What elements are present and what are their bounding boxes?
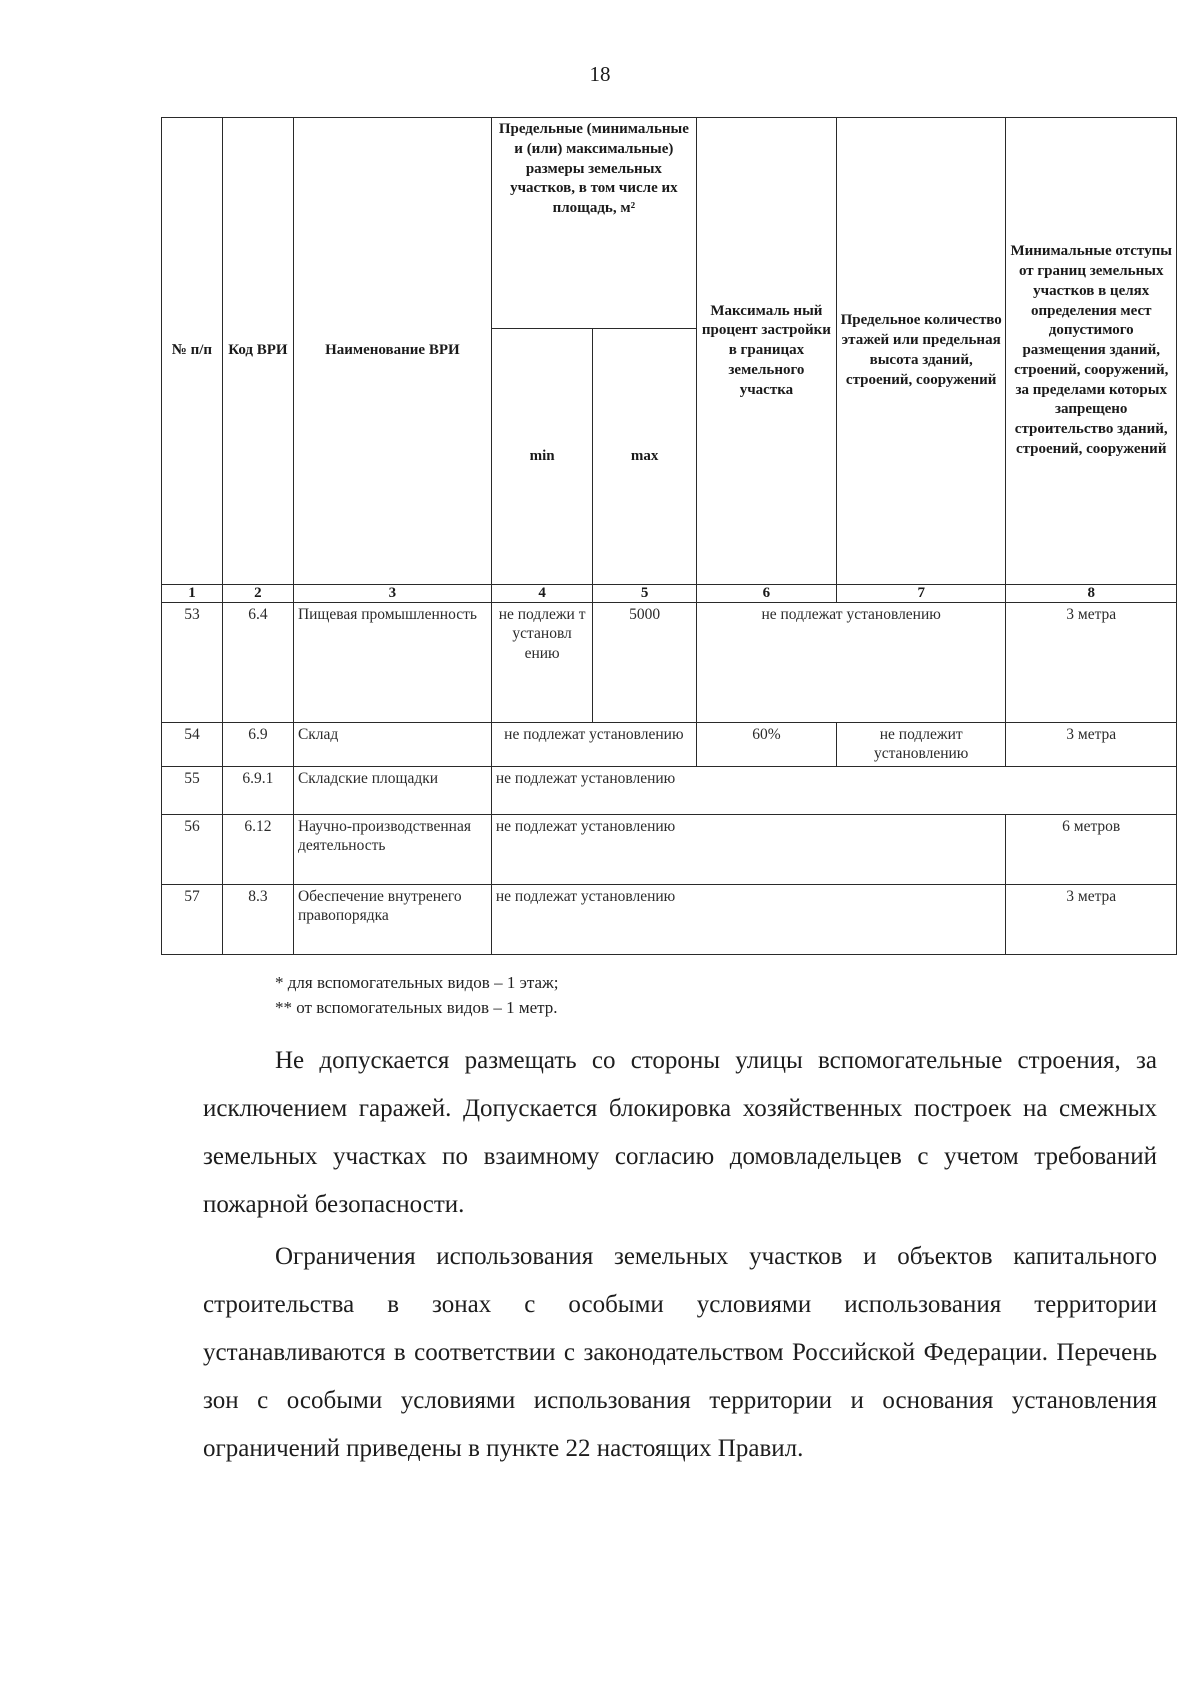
cell-build-percent: 60% bbox=[696, 723, 836, 767]
cell-merged-4-7: не подлежат установлению bbox=[491, 885, 1006, 955]
cell-code: 6.9 bbox=[222, 723, 293, 767]
cell-num: 56 bbox=[162, 815, 223, 885]
table-row bbox=[162, 885, 1177, 955]
table-row bbox=[162, 815, 1177, 885]
cell-setback: 3 метра bbox=[1006, 885, 1177, 955]
cell-setback: 3 метра bbox=[1006, 603, 1177, 723]
header-floors: Предельное количество этажей или предельная высота зданий, строений, сооружений bbox=[836, 118, 1006, 585]
header-setback: Минимальные отступы от границ земельных участков в целях определения мест допустимого размещения зданий, строений, сооружений, за пределами которых запрещено строительство зданий, строений, сооружений bbox=[1006, 118, 1177, 585]
cell-name: Склад bbox=[293, 723, 491, 767]
page-number: 18 bbox=[589, 62, 611, 86]
column-index: 8 bbox=[1006, 585, 1177, 603]
cell-num: 55 bbox=[162, 767, 223, 815]
cell-floors: не подлежит установлению bbox=[836, 723, 1006, 767]
table-row bbox=[162, 603, 1177, 723]
table-row bbox=[162, 723, 1177, 767]
cell-name: Пищевая промышленность bbox=[293, 603, 491, 723]
header-size-group: Предельные (минимальные и (или) максимальные) размеры земельных участков, в том числе их площадь, м² bbox=[491, 118, 696, 329]
column-index: 1 bbox=[162, 585, 223, 603]
header-name: Наименование ВРИ bbox=[293, 118, 491, 585]
footnote: ** от вспомогательных видов – 1 метр. bbox=[275, 998, 558, 1017]
cell-size-max: 5000 bbox=[593, 603, 697, 723]
body-paragraph: Не допускается размещать со стороны улицы вспомогательные строения, за исключением гаражей. Допускается блокировка хозяйственных построек на смежных земельных участках по взаимному согласию домовладельцев с учетом требований пожарной безопасности. bbox=[203, 1047, 1157, 1218]
header-num: № п/п bbox=[162, 118, 223, 585]
cell-name: Обеспечение внутренего правопорядка bbox=[293, 885, 491, 955]
cell-code: 6.4 bbox=[222, 603, 293, 723]
column-index: 6 bbox=[696, 585, 836, 603]
cell-size-min: не подлежи т установл ению bbox=[491, 603, 593, 723]
footnote: * для вспомогательных видов – 1 этаж; bbox=[275, 973, 559, 992]
table-row bbox=[162, 767, 1177, 815]
cell-name: Складские площадки bbox=[293, 767, 491, 815]
cell-num: 53 bbox=[162, 603, 223, 723]
cell-code: 8.3 bbox=[222, 885, 293, 955]
column-index: 5 bbox=[593, 585, 697, 603]
cell-num: 57 bbox=[162, 885, 223, 955]
cell-setback: 6 метров bbox=[1006, 815, 1177, 885]
header-code: Код ВРИ bbox=[222, 118, 293, 585]
header-size-min: min bbox=[491, 329, 593, 585]
column-index: 4 bbox=[491, 585, 593, 603]
column-index: 2 bbox=[222, 585, 293, 603]
body-paragraph: Ограничения использования земельных участков и объектов капитального строительства в зонах с особыми условиями использования территории устанавливаются в соответствии с законодательством Российской Федерации. Перечень зон с особыми условиями использования территории и основания установления ограничений приведены в пункте 22 настоящих Правил. bbox=[203, 1243, 1157, 1462]
column-index: 3 bbox=[293, 585, 491, 603]
cell-setback: 3 метра bbox=[1006, 723, 1177, 767]
cell-code: 6.12 bbox=[222, 815, 293, 885]
cell-num: 54 bbox=[162, 723, 223, 767]
cell-name: Научно-производственная деятельность bbox=[293, 815, 491, 885]
header-size-max: max bbox=[593, 329, 697, 585]
column-index: 7 bbox=[836, 585, 1006, 603]
cell-merged-4-8: не подлежат установлению bbox=[491, 767, 1176, 815]
header-build-percent: Максималь ный процент застройки в границах земельного участка bbox=[696, 118, 836, 585]
zoning-rules-table bbox=[161, 117, 1177, 955]
cell-code: 6.9.1 bbox=[222, 767, 293, 815]
cell-merged-4-7: не подлежат установлению bbox=[491, 815, 1006, 885]
cell-merged-6-7: не подлежат установлению bbox=[696, 603, 1006, 723]
cell-merged-4-5: не подлежат установлению bbox=[491, 723, 696, 767]
